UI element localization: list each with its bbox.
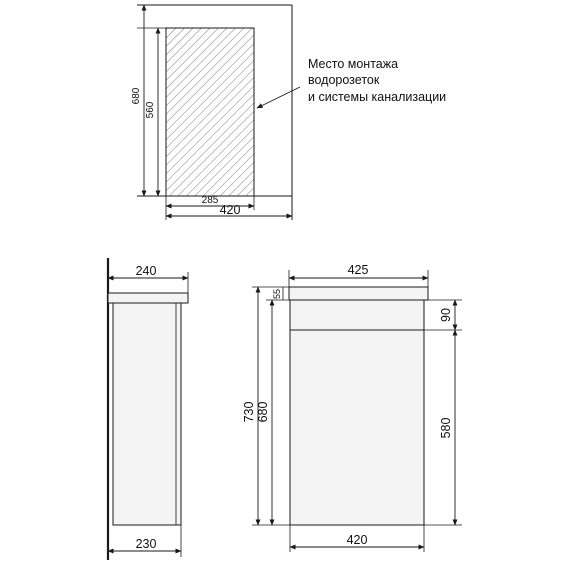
dim-label-680: 680 xyxy=(131,87,142,105)
dim-label-730: 730 xyxy=(242,401,256,423)
dim-label-240: 240 xyxy=(135,264,157,278)
dim-label-230: 230 xyxy=(135,537,157,551)
side-countertop xyxy=(108,293,188,303)
dim-label-580: 580 xyxy=(439,417,453,439)
dim-label-420-front: 420 xyxy=(346,533,368,547)
dim-label-560: 560 xyxy=(145,101,156,119)
note-line-2: водорозеток xyxy=(308,73,380,87)
front-cabinet-body xyxy=(290,300,424,525)
dim-label-90: 90 xyxy=(439,308,453,322)
side-view xyxy=(108,258,188,560)
dim-label-285: 285 xyxy=(201,195,219,206)
dim-label-55: 55 xyxy=(272,288,282,300)
note-leader xyxy=(257,87,300,108)
front-view xyxy=(252,270,462,552)
mounting-zone-view xyxy=(137,5,300,220)
dim-label-680-front: 680 xyxy=(256,401,270,423)
side-cabinet-body xyxy=(113,303,181,525)
dim-label-420-top: 420 xyxy=(219,203,241,217)
front-countertop xyxy=(289,287,428,300)
note-line-1: Место монтажа xyxy=(308,57,399,71)
mounting-zone-hatch xyxy=(166,28,254,196)
dim-label-425: 425 xyxy=(347,263,369,277)
note-line-3: и системы канализации xyxy=(308,90,447,104)
